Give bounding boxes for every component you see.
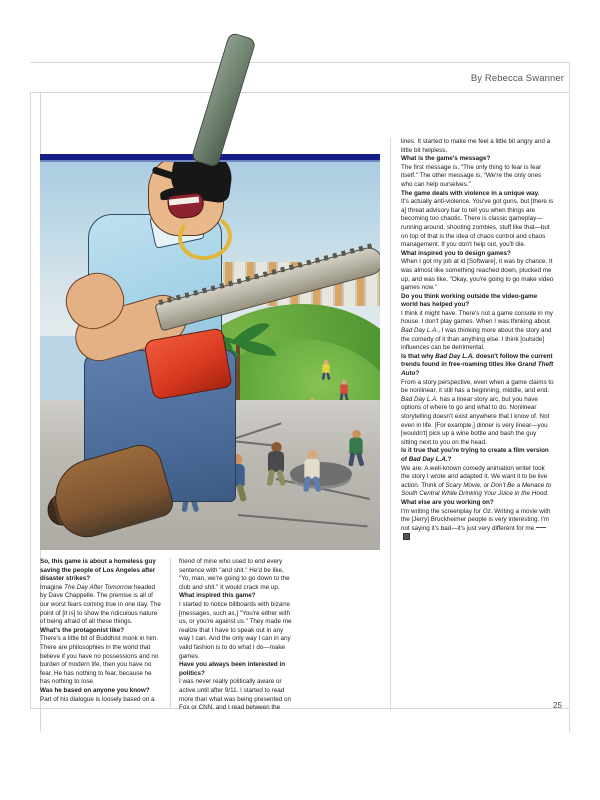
interview-answer: I'm writing the screenplay for Oz. Writing a movie with the [Jerry] Bruckheimer people is very interesting. I'm not saying it's bad—it's just very different for me. <box>401 508 554 543</box>
article-illustration <box>40 140 380 550</box>
interview-question: What's the protagonist like? <box>40 626 125 634</box>
interview-question: Is that why Bad Day L.A. doesn't follow the current trends found in free-roaming titles like Grand Theft Auto? <box>401 352 554 378</box>
byline: By Rebecca Swanner <box>470 73 564 84</box>
interview-answer: I started to notice billboards with bizarre [messages, such as,] "You're either with us, or you're against us." They made me realize that I have to speak out in any way I can. And the only way I can in any valid fashion is to do what I do—make games. <box>179 600 292 660</box>
interview-answer: Imagine The Day After Tomorrow headed by Dave Chappelle. The premise is all of our worst fears coming true in one day. The point of [it is] to show the ridiculous nature of being afraid of all these things. <box>40 583 161 626</box>
interview-question: What else are you working on? <box>401 498 494 506</box>
illustration-frame <box>40 154 380 550</box>
interview-answer: lines. It started to make me feel a little bit angry and a little bit helpless. <box>401 138 551 154</box>
end-mark <box>403 533 410 540</box>
page-rule-left <box>30 92 31 708</box>
interview-question: Have you always been interested in politics? <box>179 661 286 677</box>
interview-answer: When I got my job at id [Software], it was by chance. It was almost like something reached down, plucked me up, and was like, "Okay, you're going to go make video games now." <box>401 258 554 292</box>
page-number: 25 <box>553 701 562 710</box>
interview-question: So, this game is about a homeless guy saving the people of Los Angeles after disaster strikes? <box>40 558 156 583</box>
interview-question: What is the game's message? <box>401 155 491 163</box>
interview-answer: I think it might have. There's not a game console in my house. I don't play games. When I was thinking about Bad Day L.A., I was thinking more about the story and the comedy of it than anything else. I think [outside] influences can be detrimental. <box>401 309 553 352</box>
magazine-page <box>30 62 570 732</box>
interview-question: Do you think working outside the video-game world has helped you? <box>401 292 538 309</box>
protagonist-boot <box>46 440 177 544</box>
text-column-2 <box>170 558 300 712</box>
protagonist-figure <box>40 154 380 550</box>
interview-question: What inspired you to design games? <box>401 249 511 257</box>
interview-answer: We are. A well-known comedy animation writer took the story I wrote and adapted it. We want it to be live action. Think of Scary Movie, or Don't Be a Menace to South Central While Drinking Your Juice in the Hood. <box>401 464 552 498</box>
page-rule-top <box>30 62 570 63</box>
chainsaw-handle <box>191 32 257 168</box>
interview-answer: Part of his dialogue is loosely based on a <box>40 695 155 703</box>
interview-answer: I was never really politically aware or active until after 9/11. I started to read more than what was being presented on Fox or CNN, and I read between the <box>179 678 292 712</box>
article-text-columns <box>40 138 560 712</box>
interview-answer: The first message is, "The only thing to fear is fear itself." The other message is, "We're the only ones who can help ourselves." <box>401 163 542 188</box>
interview-question: What inspired this game? <box>179 592 256 600</box>
interview-question: Was he based on anyone you know? <box>40 686 150 694</box>
interview-answer: From a story perspective, even when a game claims to be nonlinear, it still has a beginning, middle, and end. Bad Day L.A. has a linear story arc, but you have options of where to go and what to do. Nonlinear storytelling doesn't exist anywhere that I know of. Not even in life. [For example,] dinner is very linear—you [wouldn't] pick up a wine bottle and bash the guy sitting next to you on the head. <box>401 378 554 446</box>
text-column-1 <box>40 558 170 708</box>
interview-answer: friend of mine who used to end every sentence with "and shit." He'd be like, "Yo, man, we're going to go down to the club and shit." It would crack me up. <box>179 558 290 591</box>
interview-answer: There's a little bit of Buddhist monk in him. There are philosophies in the world that believe if you have no possessions and no burden of modern life, then you have no fear. He has nothing to fear, because he has nothing to lose. <box>40 635 159 686</box>
interview-answer: It's actually anti-violence. You've got guns, but [there is a] threat advisory bar to tell you when things are becoming too chaotic. There is classic gameplay—running around, shooting zombies, stuff like that—but on top of that is the idea of chaos control and chaos management. If you don't help out, you'll die. <box>401 198 554 249</box>
page-rule-byline <box>30 92 570 93</box>
end-rule <box>536 527 546 528</box>
page-rule-right <box>569 62 570 732</box>
interview-question: Is it true that you're trying to create a film version of Bad Day L.A.? <box>401 447 549 463</box>
text-column-3 <box>390 138 562 710</box>
interview-question: The game deals with violence in a unique way. <box>401 189 540 197</box>
